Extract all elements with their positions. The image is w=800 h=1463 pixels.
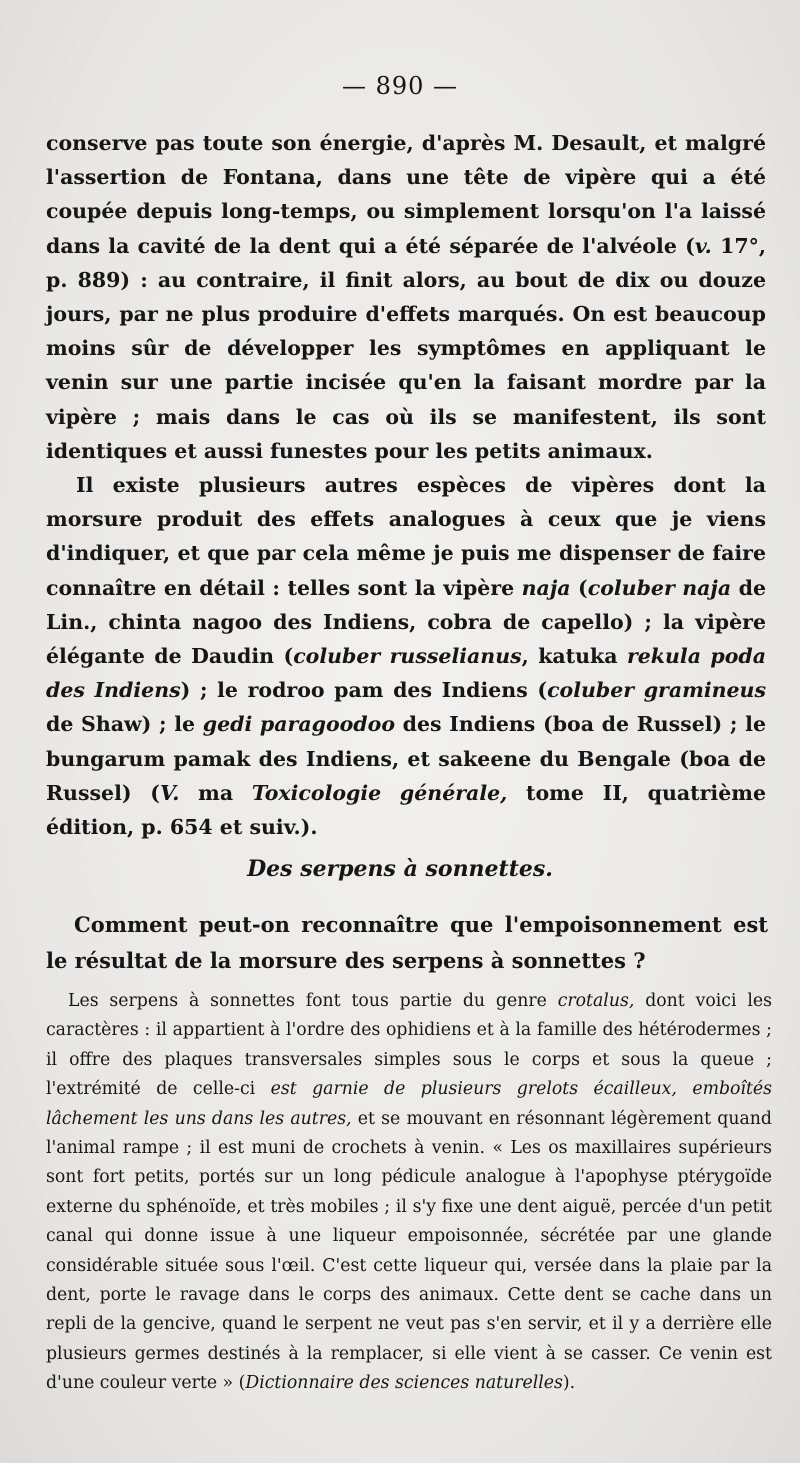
- para2-segment: V.: [159, 780, 180, 805]
- para2-segment: gedi paragoodoo: [202, 712, 395, 737]
- para2-segment: Il existe plusieurs autres espèces de vipères dont la morsure produit des effets analogues à ceux que je viens d'indiquer, et que par cela même je puis me dispenser de faire connaître en détail : telles sont la vipère: [46, 473, 766, 600]
- para1-segment: v.: [694, 233, 712, 258]
- para2-segment: ma: [179, 780, 252, 805]
- para2-segment: , katuka: [521, 644, 627, 669]
- question-heading: Comment peut-on reconnaître que l'empoisonnement est le résultat de la morsure des serpens à sonnettes ?: [46, 912, 768, 973]
- paragraph-3: [46, 987, 772, 1399]
- paragraph-2: [46, 468, 766, 844]
- para2-segment: de Lin., chinta nagoo des Indiens, cobra de capello) ; la vipère élégante de Daudin (: [46, 575, 766, 669]
- para2-segment: ) ; le rodroo pam des Indiens (: [180, 678, 548, 703]
- para2-segment: des Indiens (boa de Russel) ; le bungarum pamak des Indiens, et sakeene du Bengale (boa de Russel) (: [46, 712, 766, 805]
- para3-segment: ).: [562, 1373, 576, 1394]
- para1-segment: conserve pas toute son énergie, d'après M. Desault, et malgré l'assertion de Fontana, dans une tête de vipère qui a été coupée depuis long-temps, ou simplement lorsqu'on l'a laissé dans la cavité de la dent qui a été séparée de l'alvéole (: [46, 131, 766, 258]
- para2-segment: naja: [521, 575, 571, 600]
- para2-segment: Toxicologie générale,: [251, 780, 508, 805]
- page-number: — 890 —: [341, 72, 459, 100]
- paragraph-1: [46, 126, 766, 468]
- para3-segment: dont voici les caractères : il appartient à l'ordre des ophidiens et à la famille des hétérodermes ; il offre des plaques transversales simples sous le corps et sous la queue ; l'extrémité de celle-ci: [46, 991, 772, 1100]
- para3-segment: Les serpens à sonnettes font tous partie du genre: [68, 991, 558, 1011]
- para2-segment: coluber naja: [587, 575, 732, 600]
- para2-segment: tome II, quatrième édition, p. 654 et suiv.).: [46, 780, 766, 840]
- para2-segment: (: [570, 575, 588, 600]
- para3-segment: Dictionnaire des sciences naturelles: [245, 1373, 563, 1394]
- lower-text: [46, 987, 772, 1399]
- para2-segment: coluber russelianus: [293, 644, 522, 669]
- para2-segment: rekula poda des Indiens: [46, 644, 767, 703]
- para1-segment: 17°, p. 889) : au contraire, il finit alors, au bout de dix ou douze jours, par ne plus produire d'effets marqués. On est beaucoup moins sûr de développer les symptômes en appliquant le venin sur une partie incisée qu'en la faisant mordre par la vipère ; mais dans le cas où ils se manifestent, ils sont identiques et aussi funestes pour les petits animaux.: [46, 233, 766, 463]
- section-heading: Des serpens à sonnettes.: [247, 856, 553, 882]
- upper-text: [46, 126, 766, 844]
- para3-segment: est garnie de plusieurs grelots écailleux, emboîtés lâchement les uns dans les autres,: [46, 1079, 772, 1129]
- para2-segment: de Shaw) ; le: [46, 712, 203, 737]
- para2-segment: coluber gramineus: [547, 678, 766, 703]
- para3-segment: crotalus,: [557, 991, 635, 1011]
- para3-segment: et se mouvant en résonnant légèrement quand l'animal rampe ; il est muni de crochets à venin. « Les os maxillaires supérieurs sont fort petits, portés sur un long pédicule analogue à l'apophyse ptérygoïde externe du sphénoïde, et très mobiles ; il s'y fixe une dent aiguë, percée d'un petit canal qui donne issue à une liqueur empoisonnée, sécrétée par une glande considérable située sous l'œil. C'est cette liqueur qui, versée dans la plaie par la dent, porte le ravage dans le corps des animaux. Cette dent se cache dans un repli de la gencive, quand le serpent ne veut pas s'en servir, et il y a derrière elle plusieurs germes destinés à la remplacer, si elle vient à se casser. Ce venin est d'une couleur verte » (: [46, 1108, 772, 1394]
